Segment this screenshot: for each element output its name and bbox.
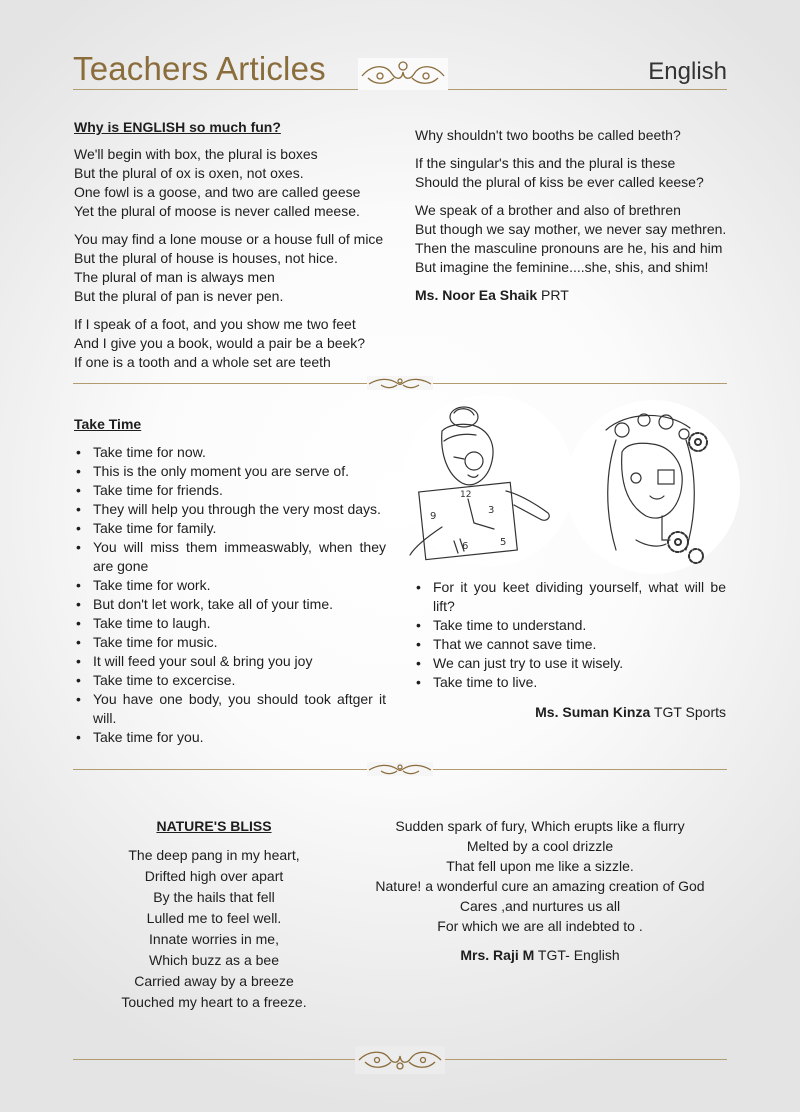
- svg-text:3: 3: [488, 505, 495, 516]
- list-item: • You have one body, you should took aftger it will.: [74, 690, 386, 728]
- poem-line: The plural of man is always men: [74, 269, 275, 285]
- article3-right-column: [370, 816, 710, 965]
- poem-line: Nature! a wonderful cure an amazing creation of God: [375, 878, 705, 894]
- list-item: • That we cannot save time.: [414, 635, 726, 654]
- list-item: • This is the only moment you are serve of.: [74, 462, 386, 481]
- list-item: • Take time for now.: [74, 443, 386, 462]
- article1-heading: Why is ENGLISH so much fun?: [74, 119, 281, 135]
- poem-line: The deep pang in my heart,: [128, 847, 300, 863]
- poem-line: If I speak of a foot, and you show me two feet: [74, 316, 356, 332]
- article2-heading: Take Time: [74, 416, 142, 432]
- svg-text:6: 6: [462, 541, 469, 552]
- list-item: • It will feed your soul & bring you joy: [74, 652, 386, 671]
- svg-text:5: 5: [500, 537, 507, 548]
- list-item: • Take time for music.: [74, 633, 386, 652]
- stanza: [74, 315, 394, 372]
- flourish-icon: [367, 762, 433, 776]
- header-ornament: [358, 58, 448, 90]
- list-item: • Take time for you.: [74, 728, 386, 747]
- list-item: • Take time to live.: [414, 673, 726, 692]
- list-item: • Take time for friends.: [74, 481, 386, 500]
- list-item: • We can just try to use it wisely.: [414, 654, 726, 673]
- poem-line: Cares ,and nurtures us all: [459, 898, 621, 914]
- flourish-icon: [355, 1046, 445, 1074]
- divider-ornament: [367, 762, 433, 776]
- flourish-icon: [367, 376, 433, 390]
- stanza: [74, 230, 394, 306]
- list-item: • For it you keet dividing yourself, what will be lift?: [414, 578, 726, 616]
- poem-line: Then the masculine pronouns are he, his and him: [415, 240, 723, 256]
- poem-line: Why shouldn't two booths be called beeth?: [415, 127, 681, 143]
- article3-heading: NATURE'S BLISS: [156, 818, 272, 834]
- poem-line: Should the plural of kiss be ever called keese?: [415, 174, 704, 190]
- author-role: TGT Sports: [650, 704, 726, 720]
- poem-line: And I give you a book, would a pair be a beek?: [74, 335, 366, 351]
- stanza: [415, 154, 735, 192]
- author-role: TGT- English: [534, 947, 620, 963]
- divider-ornament: [367, 376, 433, 390]
- author-role: PRT: [537, 287, 569, 303]
- article2-signature: [535, 704, 726, 720]
- woman-with-gears-icon: [566, 400, 740, 574]
- illustration-woman-gears: [566, 400, 740, 574]
- article1-left-column: [74, 145, 394, 381]
- poem-line: One fowl is a goose, and two are called geese: [74, 184, 361, 200]
- poem-line: By the hails that fell: [153, 889, 275, 905]
- poem-line: But imagine the feminine....she, shis, and shim!: [415, 259, 709, 275]
- flourish-icon: [358, 58, 448, 90]
- list-item: • Take time to understand.: [414, 616, 726, 635]
- poem-line: But the plural of pan is never pen.: [74, 288, 284, 304]
- author-name: Ms. Suman Kinza: [535, 704, 651, 720]
- poem-line: Touched my heart to a freeze.: [121, 994, 307, 1010]
- author-name: Mrs. Raji M: [460, 947, 535, 963]
- list-item: • They will help you through the very most days.: [74, 500, 386, 519]
- article3-left-column: [74, 845, 354, 1013]
- subject-label: English: [648, 58, 727, 85]
- list-item: • Take time for family.: [74, 519, 386, 538]
- stanza: [415, 126, 735, 145]
- list-item: • You will miss them immeaswably, when they are gone: [74, 538, 386, 576]
- poem-line: We'll begin with box, the plural is boxes: [74, 146, 318, 162]
- girl-with-clock-icon: [402, 395, 574, 567]
- page-title: Teachers Articles: [73, 50, 326, 87]
- poem-line: You may find a lone mouse or a house full of mice: [74, 231, 384, 247]
- stanza: [415, 201, 735, 277]
- article3-signature: [370, 945, 710, 965]
- svg-text:12: 12: [460, 490, 472, 500]
- author-name: Ms. Noor Ea Shaik: [415, 287, 538, 303]
- poem-line: Drifted high over apart: [144, 868, 284, 884]
- list-item: • Take time to excercise.: [74, 671, 386, 690]
- article1-signature: [415, 286, 735, 305]
- poem-line: But though we say mother, we never say methren.: [415, 221, 727, 237]
- poem-line: Melted by a cool drizzle: [466, 838, 614, 854]
- footer-ornament: [355, 1046, 445, 1074]
- poem-line: But the plural of ox is oxen, not oxes.: [74, 165, 304, 181]
- poem-line: That fell upon me like a sizzle.: [446, 858, 634, 874]
- illustration-girl-clock: [402, 395, 574, 567]
- take-time-list-left: [74, 443, 386, 747]
- poem-line: Carried away by a breeze: [134, 973, 294, 989]
- take-time-list-right: [414, 578, 726, 692]
- article1-right-column: [415, 126, 735, 305]
- poem-line: But the plural of house is houses, not hice.: [74, 250, 338, 266]
- svg-text:9: 9: [430, 511, 437, 522]
- poem-line: If one is a tooth and a whole set are teeth: [74, 354, 331, 370]
- poem-line: We speak of a brother and also of brethren: [415, 202, 681, 218]
- list-item: • Take time for work.: [74, 576, 386, 595]
- poem-line: Sudden spark of fury, Which erupts like a flurry: [395, 818, 685, 834]
- list-item: • Take time to laugh.: [74, 614, 386, 633]
- poem-line: Lulled me to feel well.: [146, 910, 282, 926]
- list-item: • But don't let work, take all of your time.: [74, 595, 386, 614]
- poem-line: For which we are all indebted to .: [437, 918, 643, 934]
- poem-line: Innate worries in me,: [149, 931, 279, 947]
- poem-line: Yet the plural of moose is never called meese.: [74, 203, 360, 219]
- poem-line: Which buzz as a bee: [149, 952, 279, 968]
- stanza: [74, 145, 394, 221]
- poem-line: If the singular's this and the plural is these: [415, 155, 676, 171]
